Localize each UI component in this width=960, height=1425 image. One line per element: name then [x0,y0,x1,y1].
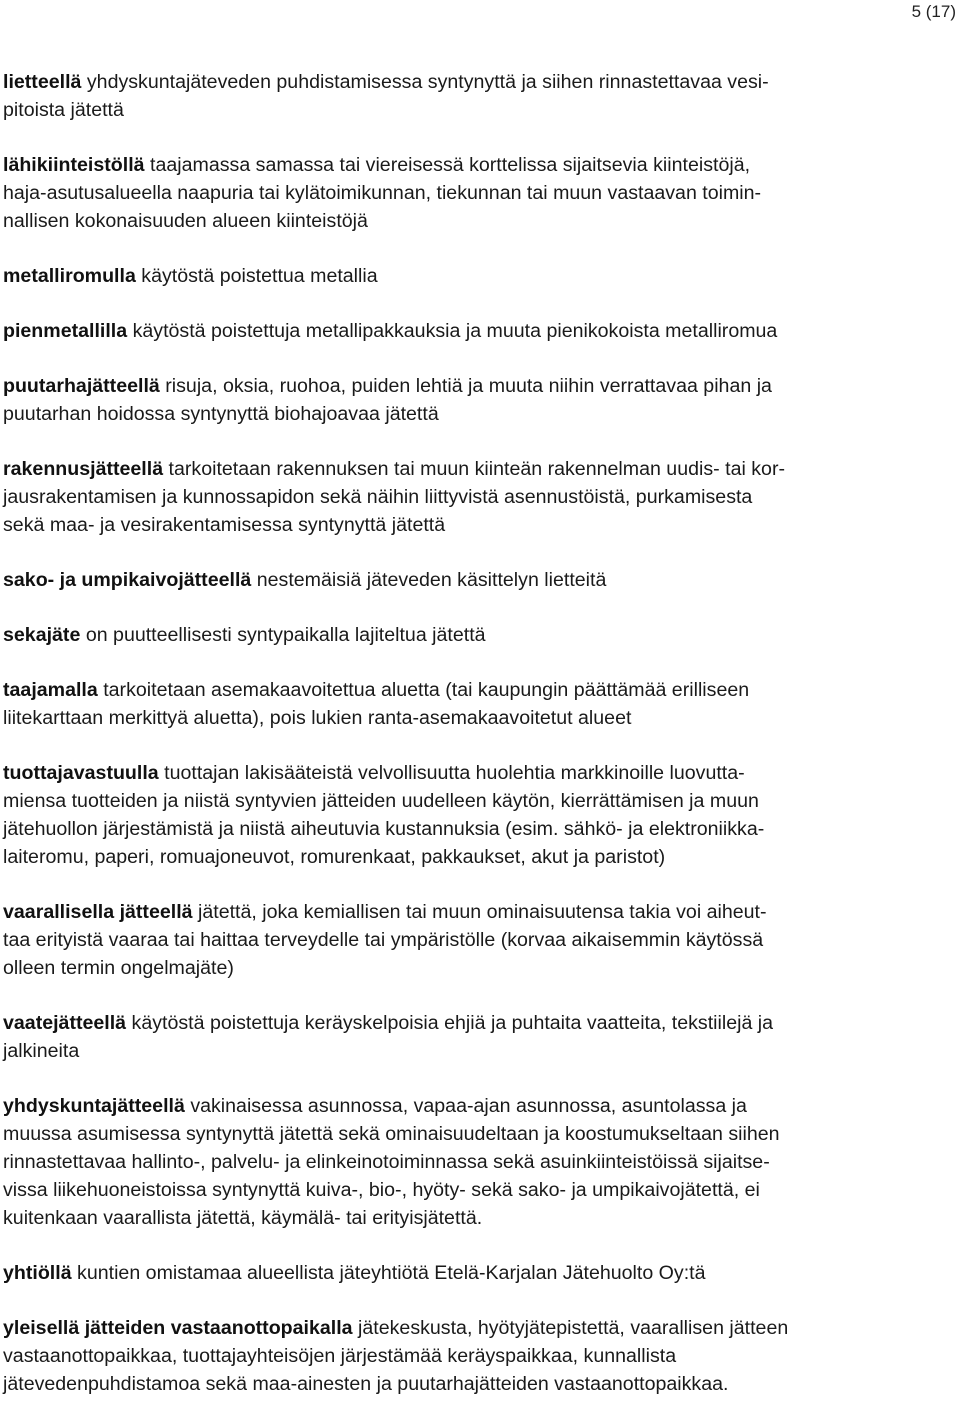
definition-entry-yhtiolla [3,1259,951,1287]
definition-text: käytöstä poistettuja metallipakkauksia ja muuta pienikokoista metalliromua [132,320,778,342]
term: sako- ja umpikaivojätteellä [3,569,252,591]
definition-text: tuottajan lakisääteistä velvollisuutta huolehtia markkinoille luovutta- miensa tuotteiden ja niistä syntyvien jätteiden uudelleen käytön, kierrättämisen ja muun jätehuollon järjestämistä ja niistä aiheutuvia kustannuksia (esim. sähkö- ja elektroniikka- laiteromu, paperi, romuajoneuvot, romurenkaat, pakkaukset, akut ja paristot) [3,762,765,868]
term: metalliromulla [3,265,136,287]
term: tuottajavastuulla [3,762,159,784]
definition-entry-sekajate [3,621,951,649]
definition-entry-pienmetallilla [3,317,951,345]
definition-entry-lahikiinteistolla [3,151,951,235]
term: yleisellä jätteiden vastaanottopaikalla [3,1317,353,1339]
definition-text: yhdyskuntajäteveden puhdistamisessa syntynyttä ja siihen rinnastettavaa vesi- pitoista jätettä [3,71,769,121]
definition-entry-puutarhajatteella [3,372,951,428]
term: yhdyskuntajätteellä [3,1095,185,1117]
definition-text: nestemäisiä jäteveden käsittelyn lietteitä [256,569,607,591]
definition-text: vakinaisessa asunnossa, vapaa-ajan asunnossa, asuntolassa ja muussa asumisessa syntynyttä jätettä sekä ominaisuudeltaan ja koostumukseltaan siihen rinnastettavaa hallinto-, palvelu- ja elinkeinotoiminnassa sekä asuinkiinteistöissä sijaitse- vissa liikehuoneistoissa syntynyttä kuiva-, bio-, hyöty- sekä sako- ja umpikaivojätettä, ei kuitenkaan vaarallista jätettä, käymälä- tai erityisjätettä. [3,1095,780,1229]
definition-text: tarkoitetaan asemakaavoitettua aluetta (tai kaupungin päättämää erilliseen liitekarttaan merkittyä aluetta), pois lukien ranta-asemakaavoitetut alueet [3,679,750,729]
definition-text: taajamassa samassa tai viereisessä korttelissa sijaitsevia kiinteistöjä, haja-asutusalueella naapuria tai kylätoimikunnan, tiekunnan tai muun vastaavan toimin- nallisen kokonaisuuden alueen kiinteistöjä [3,154,762,232]
term: rakennusjätteellä [3,458,164,480]
definition-text: jätettä, joka kemiallisen tai muun ominaisuutensa takia voi aiheut- taa erityistä vaaraa tai haittaa terveydelle tai ympäristölle (korvaa aikaisemmin käytössä olleen termin ongelmajäte) [3,901,767,979]
term: lähikiinteistöllä [3,154,145,176]
definition-entry-yleisella-jatteiden-vastaanottopaikalla [3,1314,951,1398]
term: vaarallisella jätteellä [3,901,193,923]
definition-text: on puutteellisesti syntypaikalla lajiteltua jätettä [85,624,486,646]
term: pienmetallilla [3,320,128,342]
definition-text: käytöstä poistettuja keräyskelpoisia ehjiä ja puhtaita vaatteita, tekstiilejä ja jalkineita [3,1012,774,1062]
term: puutarhajätteellä [3,375,160,397]
definition-entry-yhdyskuntajatteella [3,1092,951,1232]
term: lietteellä [3,71,82,93]
definition-entry-vaarallisella-jatteella [3,898,951,982]
definition-entry-vaatejatteella [3,1009,951,1065]
definition-entry-tuottajavastuulla [3,759,951,871]
definition-entry-sako-ja-umpikaivojatteella [3,566,951,594]
definition-text: tarkoitetaan rakennuksen tai muun kiinteän rakennelman uudis- tai kor- jausrakentamisen ja kunnossapidon sekä näihin liittyvistä asennustöistä, purkamisesta sekä maa- ja vesirakentamisessa syntynyttä jätettä [3,458,786,536]
definition-entry-taajamalla [3,676,951,732]
page-number: 5 (17) [911,2,956,21]
definition-entry-metalliromulla [3,262,951,290]
definition-text: käytöstä poistettua metallia [141,265,378,287]
term: sekajäte [3,624,81,646]
definition-text: kuntien omistamaa alueellista jäteyhtiötä Etelä-Karjalan Jätehuolto Oy:tä [77,1262,706,1284]
definition-entry-lietteella [3,68,951,124]
definition-entry-rakennusjatteella [3,455,951,539]
definition-text: jätekeskusta, hyötyjätepistettä, vaarallisen jätteen vastaanottopaikkaa, tuottajayhteisöjen järjestämää keräyspaikkaa, kunnallista jätevedenpuhdistamoa sekä maa-ainesten ja puutarhajätteiden vastaanottopaikkaa. [3,1317,789,1395]
definition-list [3,68,951,1425]
term: vaatejätteellä [3,1012,127,1034]
definition-text: risuja, oksia, ruohoa, puiden lehtiä ja muuta niihin verrattavaa pihan ja puutarhan hoidossa syntynyttä biohajoavaa jätettä [3,375,772,425]
term: yhtiöllä [3,1262,72,1284]
term: taajamalla [3,679,98,701]
